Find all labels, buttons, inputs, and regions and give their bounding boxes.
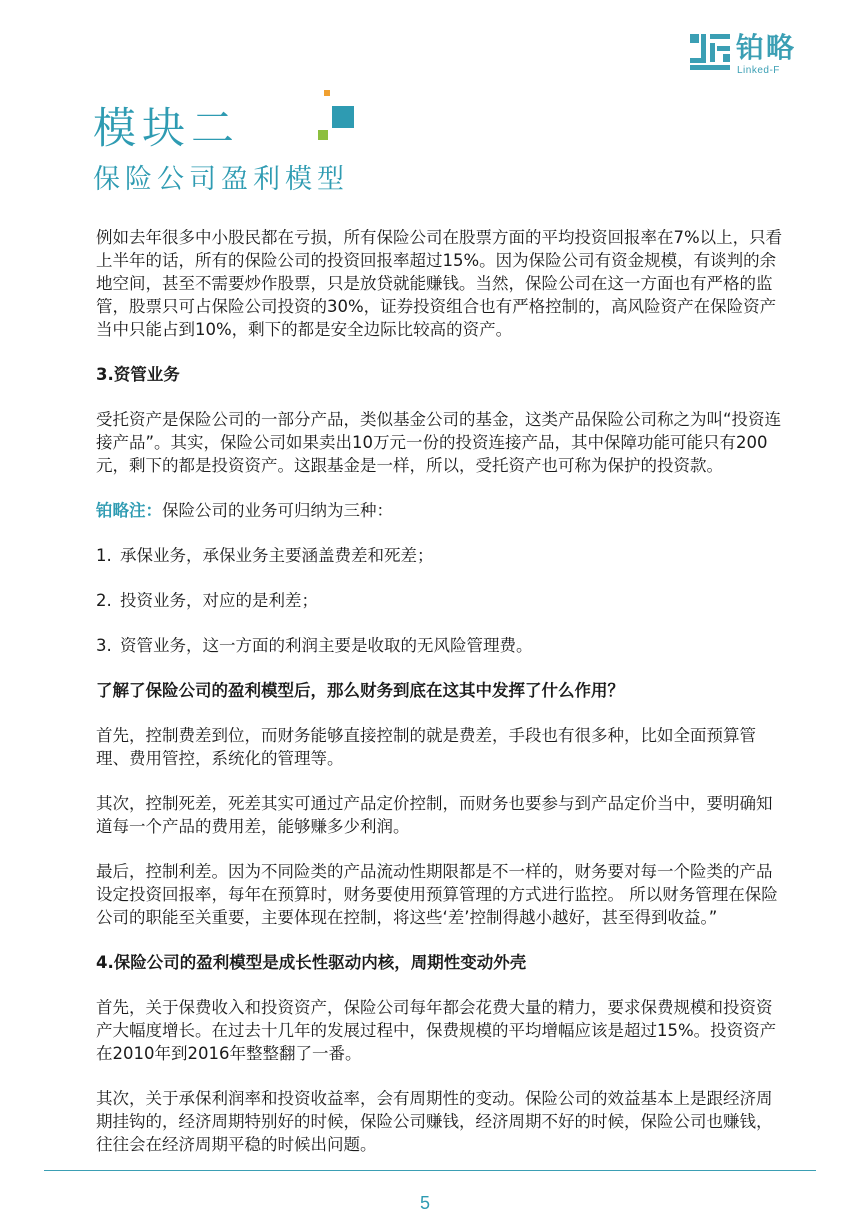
- list-item: [96, 589, 786, 612]
- note-text: 保险公司的业务可归纳为三种：: [162, 501, 393, 520]
- list-number: 1.: [96, 546, 112, 565]
- decorative-squares-icon: [318, 90, 366, 146]
- section-heading: 4.保险公司的盈利模型是成长性驱动内核，周期性变动外壳: [96, 953, 527, 972]
- paragraph: 首先，关于保费收入和投资资产，保险公司每年都会花费大量的精力，要求保费规模和投资资产大幅度增长。在过去十几年的发展过程中，保费规模的平均增幅应该是超过15%。投资资产在2010年到2016年整整翻了一番。: [96, 998, 777, 1063]
- document-body: [96, 226, 786, 1156]
- paragraph: 最后，控制利差。因为不同险类的产品流动性期限都是不一样的，财务要对每一个险类的产品设定投资回报率，每年在预算时，财务要使用预算管理的方式进行监控。 所以财务管理在保险公司的职能至关重要，主要体现在控制，将这些‘差’控制得越小越好，甚至得到收益。”: [96, 862, 778, 927]
- brand-logo: [690, 32, 820, 74]
- footer-divider: [44, 1170, 816, 1171]
- linked-f-logo-icon: [690, 34, 730, 72]
- brand-name-cn: 铂略: [736, 31, 797, 64]
- list-number: 3.: [96, 636, 112, 655]
- list-text: 投资业务，对应的是利差；: [120, 591, 318, 610]
- list-text: 承保业务，承保业务主要涵盖费差和死差；: [120, 546, 434, 565]
- section-heading: 了解了保险公司的盈利模型后，那么财务到底在这其中发挥了什么作用？: [96, 681, 624, 700]
- paragraph: 其次，关于承保利润率和投资收益率，会有周期性的变动。保险公司的效益基本上是跟经济周期挂钩的，经济周期特别好的时候，保险公司赚钱，经济周期不好的时候，保险公司也赚钱，往往会在经济周期平稳的时候出问题。: [96, 1089, 773, 1154]
- paragraph: 例如去年很多中小股民都在亏损，所有保险公司在股票方面的平均投资回报率在7%以上，只看上半年的话，所有的保险公司的投资回报率超过15%。因为保险公司有资金规模，有谈判的余地空间，甚至不需要炒作股票，只是放贷就能赚钱。当然，保险公司在这一方面也有严格的监管，股票只可占保险公司投资的30%，证券投资组合也有严格控制的，高风险资产在保险资产当中只能占到10%，剩下的都是安全边际比较高的资产。: [96, 228, 783, 339]
- page-number: 5: [419, 1193, 430, 1213]
- note-label: 铂略注：: [96, 501, 162, 520]
- list-item: [96, 544, 786, 567]
- section-heading: 3.资管业务: [96, 365, 180, 384]
- list-item: [96, 634, 786, 657]
- module-title: 模块二: [93, 104, 240, 154]
- note-paragraph: [96, 499, 786, 522]
- list-text: 资管业务，这一方面的利润主要是收取的无风险管理费。: [120, 636, 533, 655]
- paragraph: 其次，控制死差，死差其实可通过产品定价控制，而财务也要参与到产品定价当中，要明确知道每一个产品的费用差，能够赚多少利润。: [96, 794, 773, 836]
- paragraph: 首先，控制费差到位，而财务能够直接控制的就是费差，手段也有很多种，比如全面预算管理、费用管控，系统化的管理等。: [96, 726, 756, 768]
- paragraph: 受托资产是保险公司的一部分产品，类似基金公司的基金，这类产品保险公司称之为叫“投资连接产品”。其实，保险公司如果卖出10万元一份的投资连接产品，其中保障功能可能只有200元，剩下的都是投资资产。这跟基金是一样，所以，受托资产也可称为保护的投资款。: [96, 410, 782, 475]
- module-subtitle: 保险公司盈利模型: [93, 164, 349, 195]
- list-number: 2.: [96, 591, 112, 610]
- brand-name-en: Linked-F: [737, 65, 780, 76]
